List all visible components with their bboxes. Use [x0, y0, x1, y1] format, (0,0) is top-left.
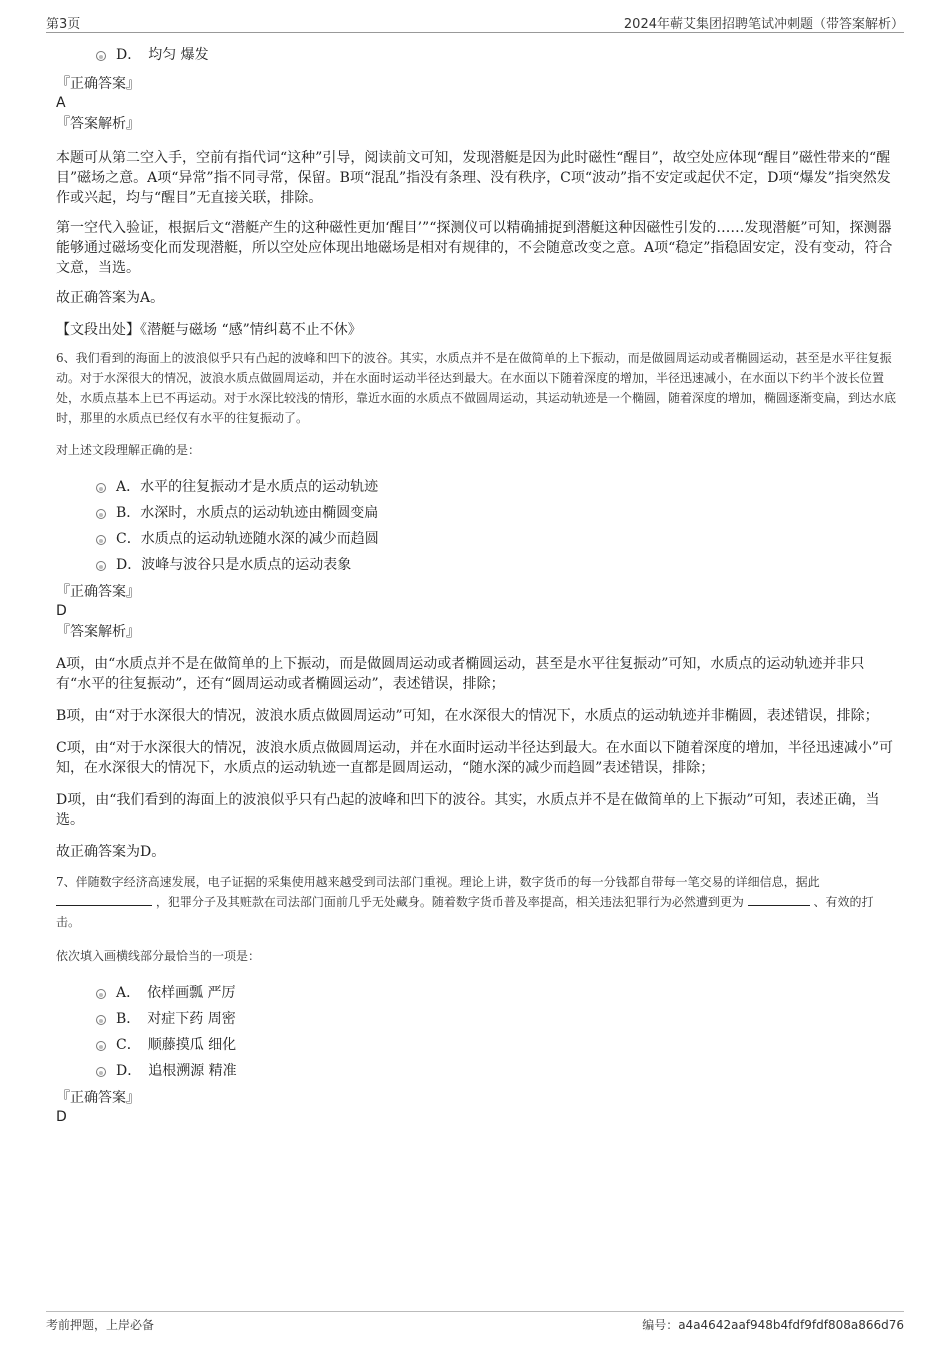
answer-label: 『正确答案』 — [56, 584, 140, 600]
option-label: B．水深时，水质点的运动轨迹由椭圆变扁 — [116, 505, 379, 521]
q7-option-b[interactable] — [96, 1006, 896, 1032]
question-6-prompt: 对上述文段理解正确的是： — [56, 443, 201, 457]
analysis-conclusion: 故正确答案为D。 — [56, 844, 166, 860]
radio-icon[interactable] — [96, 51, 106, 61]
question-7-text-part: ，犯罪分子及其赃款在司法部门面前几乎无处藏身。随着数字货币普及率提高，相关违法犯罪行为必然遭到更为 — [155, 895, 744, 909]
radio-icon[interactable] — [96, 509, 106, 519]
option-label: D． 均匀 爆发 — [116, 47, 209, 63]
option-label: C．水质点的运动轨迹随水深的减少而趋圆 — [116, 531, 379, 547]
analysis-paragraph: C项，由“对于水深很大的情况，波浪水质点做圆周运动，并在水面时运动半径达到最大。在水面以下随着深度的增加，半径迅速减小”可知，在水深很大的情况下，水质点的运动轨迹一直都是圆周运动，“随水深的减少而趋圆”表述错误，排除； — [56, 740, 894, 776]
analysis-paragraph: B项，由“对于水深很大的情况，波浪水质点做圆周运动”可知，在水深很大的情况下，水质点的运动轨迹并非椭圆，表述错误，排除； — [56, 708, 879, 724]
question-7-text-part: 7、伴随数字经济高速发展，电子证据的采集使用越来越受到司法部门重视。理论上讲，数字货币的每一分钱都自带每一笔交易的详细信息，据此 — [56, 875, 820, 889]
radio-icon[interactable] — [96, 1067, 106, 1077]
q6-option-a[interactable] — [96, 474, 896, 500]
page-number: 第3页 — [46, 17, 81, 32]
analysis-paragraph: 本题可从第二空入手，空前有指代词“这种”引导，阅读前文可知，发现潜艇是因为此时磁性“醒目”，故空处应体现“醒目”磁性带来的“醒目”磁场之意。A项“异常”指不同寻常，保留。B项“混乱”指没有条理、没有秩序，C项“波动”指不安定或起伏不定，D项“爆发”指突然发作或兴起，均与“醒目”无直接关联，排除。 — [56, 150, 891, 206]
radio-icon[interactable] — [96, 561, 106, 571]
option-label: B． 对症下药 周密 — [116, 1011, 236, 1027]
q6-option-c[interactable] — [96, 526, 896, 552]
fill-blank-1 — [56, 893, 152, 906]
radio-icon[interactable] — [96, 483, 106, 493]
q5-option-d[interactable] — [96, 42, 896, 68]
option-label: D．波峰与波谷只是水质点的运动表象 — [116, 557, 352, 573]
analysis-paragraph: A项，由“水质点并不是在做简单的上下振动，而是做圆周运动或者椭圆运动，甚至是水平往复振动”可知，水质点的运动轨迹并非只有“水平的往复振动”，还有“圆周运动或者椭圆运动”，表述错误，排除； — [56, 656, 865, 692]
page-footer — [46, 1311, 904, 1336]
document-code: 编号：a4a4642aaf948b4fdf9fdf808a866d76 — [642, 1318, 904, 1332]
document-body — [56, 42, 896, 1126]
question-7-prompt: 依次填入画横线部分最恰当的一项是： — [56, 949, 261, 963]
answer-value: D — [56, 1109, 67, 1125]
page-header — [46, 10, 904, 33]
answer-value: D — [56, 603, 67, 619]
answer-label: 『正确答案』 — [56, 76, 140, 92]
radio-icon[interactable] — [96, 1041, 106, 1051]
analysis-paragraph: 第一空代入验证，根据后文“潜艇产生的这种磁性更加‘醒目’”“探测仪可以精确捕捉到潜艇这种因磁性引发的……发现潜艇”可知，探测器能够通过磁场变化而发现潜艇，所以空处应体现出地磁场是相对有规律的，不会随意改变之意。A项“稳定”指稳固安定，没有变动，符合文意，当选。 — [56, 220, 893, 276]
footer-slogan: 考前押题，上岸必备 — [46, 1318, 155, 1332]
radio-icon[interactable] — [96, 535, 106, 545]
q7-option-a[interactable] — [96, 980, 896, 1006]
option-label: A．水平的往复振动才是水质点的运动轨迹 — [116, 479, 379, 495]
document-title: 2024年蕲艾集团招聘笔试冲刺题（带答案解析） — [623, 17, 904, 32]
source-citation: 【文段出处】《潜艇与磁场 “感”情纠葛不止不休》 — [56, 322, 362, 338]
option-label: C． 顺藤摸瓜 细化 — [116, 1037, 237, 1053]
question-6-text: 6、我们看到的海面上的波浪似乎只有凸起的波峰和凹下的波谷。其实，水质点并不是在做简单的上下振动，而是做圆周运动或者椭圆运动，甚至是水平往复振动。对于水深很大的情况，波浪水质点做圆周运动，并在水面时运动半径达到最大。在水面以下随着深度的增加，半径迅速减小，在水面以下约半个波长位置处，水质点基本上已不再运动。对于水深比较浅的情形，靠近水面的水质点不做圆周运动，其运动轨迹是一个椭圆，随着深度的增加，椭圆逐渐变扁，到达水底时，那里的水质点已经仅有水平的往复振动了。 — [56, 351, 897, 425]
analysis-label: 『答案解析』 — [56, 624, 140, 640]
answer-value: A — [56, 95, 66, 111]
analysis-label: 『答案解析』 — [56, 116, 140, 132]
analysis-paragraph: D项，由“我们看到的海面上的波浪似乎只有凸起的波峰和凹下的波谷。其实，水质点并不是在做简单的上下振动”可知，表述正确，当选。 — [56, 792, 880, 828]
fill-blank-2 — [748, 893, 810, 906]
q6-option-b[interactable] — [96, 500, 896, 526]
answer-label: 『正确答案』 — [56, 1090, 140, 1106]
radio-icon[interactable] — [96, 1015, 106, 1025]
q7-option-c[interactable] — [96, 1032, 896, 1058]
option-label: A． 依样画瓢 严厉 — [116, 985, 236, 1001]
q7-option-d[interactable] — [96, 1058, 896, 1084]
analysis-conclusion: 故正确答案为A。 — [56, 290, 165, 306]
question-7-text-part: 、有效的打击。 — [56, 895, 874, 929]
q6-option-d[interactable] — [96, 552, 896, 578]
option-label: D． 追根溯源 精准 — [116, 1063, 237, 1079]
radio-icon[interactable] — [96, 989, 106, 999]
question-7-text — [56, 872, 896, 932]
